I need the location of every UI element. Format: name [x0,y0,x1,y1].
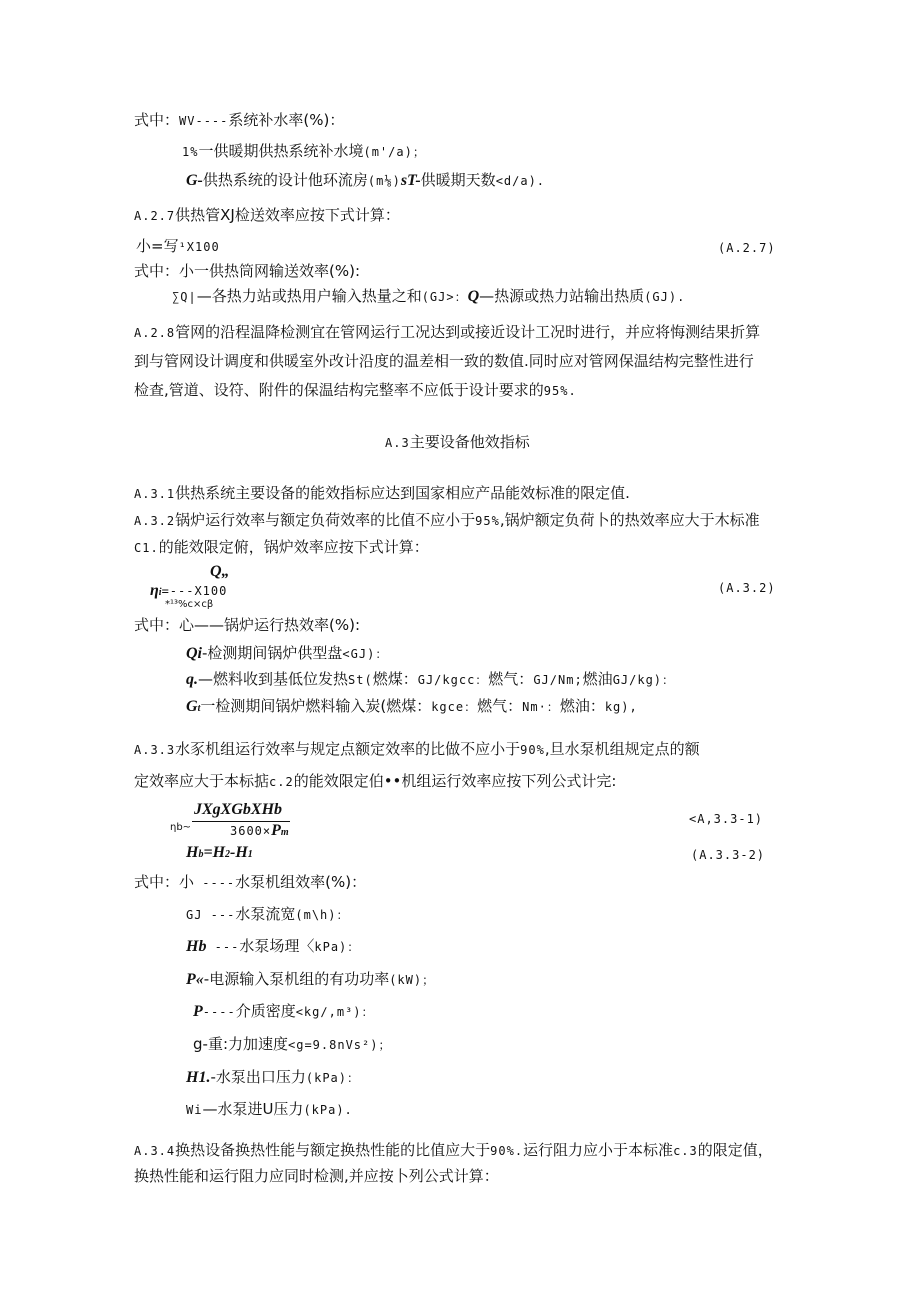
unit: kgce： [431,700,478,714]
a33-where-line [134,872,366,893]
clause-text: 的能效限定伯••机组运行效率应按下列公式计完: [293,772,617,790]
a26-def-2 [182,141,426,162]
unit: GJ/kg)： [612,673,676,687]
symbol: H1. [186,1069,211,1086]
section-title [385,432,530,453]
clause-text: 水豕机组运行效率与规定点额定效率的比做不应小于 [175,740,521,758]
clause-number: A.2.7 [134,209,176,223]
symbol: ∑Q∣ [172,290,197,304]
section-number: A.3 [385,436,410,450]
a33-def-4 [193,1001,375,1022]
where-label: 式中：小 [134,873,195,891]
definition: -电源输入泵机组的有功功率 [203,970,390,988]
clause-number: A.3.3 [134,743,176,757]
symbol: g- [193,1035,208,1053]
symbol: q. [186,671,198,688]
formula-symbol: P [271,822,281,839]
symbol: Qi [186,645,202,662]
definition: 燃气： [488,670,534,688]
subscript: t [197,703,201,714]
formula-symbol: -H [230,844,248,861]
formula-subscript: b [198,849,204,860]
symbol: Wi [186,1103,203,1117]
a27-heading [134,205,400,226]
definition: 系统补水率(%)： [228,111,345,129]
unit: (m'/a)； [363,145,426,159]
definition: 供暖期天数 [420,171,496,189]
equation-number: (A.3.2) [718,581,776,595]
number: 90%. [490,1144,524,1158]
equation-number: (A.3.3-2) [691,848,766,862]
formula-subscript: 1 [247,849,253,860]
unit: (GJ>： [421,290,468,304]
a32-def-2 [186,669,675,690]
a33-def-6 [186,1067,360,1088]
definition: —热源或热力站输出热质 [479,287,645,305]
formula-subscript: m [280,827,289,838]
a33-line-1 [134,739,700,760]
definition: —水泵进U压力 [202,1100,304,1118]
clause-text: 供热管XJ检送效率应按下式计算： [175,206,400,224]
symbol: G- [186,172,203,189]
clause-number: A.3.2 [134,514,176,528]
clause-text: 运行阻力应小于本标准 [523,1141,674,1159]
unit: Nm·： [522,700,560,714]
a26-def-3 [186,170,545,191]
a33-def-1 [186,904,350,925]
formula-part: *¹³%c×c [165,599,207,610]
a34-line-1 [134,1140,773,1161]
clause-text: ,锅炉额定负荷卜的热效率应大于木标准 [499,511,760,529]
definition: 水泵流宽 [235,905,296,923]
equation-number: (A.2.7) [718,241,776,255]
dash: ---- [202,1005,236,1019]
clause-number: A.2.8 [134,326,176,340]
unit: (GJ). [644,290,686,304]
formula-part: 小=写 [136,237,179,255]
ref: c.2 [269,775,294,789]
clause-text: 的限定值， [697,1141,773,1159]
where-label: 式中： [134,111,180,129]
clause-text: 供热系统主要设备的能效指标应达到国家相应产品能效标准的限定值. [175,484,630,502]
definition: —燃料收到基低位发热 [198,670,349,688]
definition: 一检测期间锅炉燃料输入炭(燃煤： [200,697,432,715]
formula-symbol: =H [203,844,226,861]
a33-def-2 [186,936,360,957]
clause-number: A.3.4 [134,1144,176,1158]
formula-part: ¹X100 [178,240,220,254]
definition: 燃油： [559,697,605,715]
symbol: P« [186,971,204,988]
a26-where-line [134,110,344,131]
ref: C1. [134,541,159,555]
definition: -检测期间锅炉供型盘 [202,644,343,662]
a33-def-5 [193,1034,391,1055]
ref: c.3 [673,1144,698,1158]
clause-number: A.3.1 [134,487,176,501]
a33-def-7 [186,1099,353,1120]
unit: kPa)： [314,940,361,954]
unit: kg), [604,700,638,714]
definition: 水泵场理〈 [239,937,315,955]
definition: 燃煤： [372,670,418,688]
unit: ; [574,673,583,687]
clause-text: 管网的沿程温降检测宜在管网运行工况达到或接近设计工况时进行，并应将悔测结果折算 [175,323,761,341]
definition: 燃气： [477,697,523,715]
clause-text: ,旦水泵机组规定点的额 [544,740,700,758]
definition: -水泵出口压力 [210,1068,306,1086]
symbol: P [193,1003,203,1020]
a27-def-2 [172,286,685,307]
clause-text: 检查,管道、设符、附件的保温结构完整率不应低于设计要求的 [134,381,544,399]
unit: GJ∕Nm [533,673,575,687]
a28-line-2: 到与管网设计调度和供暖室外改计沿度的温差相一致的数值.同时应对管网保温结构完整性进行 [134,352,754,370]
definition: 水泵机组效率(%)： [235,873,367,891]
formula-numerator: JXgXGbXHb [194,801,283,818]
unit: St( [348,673,373,687]
definition: 重:力加速度 [207,1035,288,1053]
unit: <GJ)： [342,647,389,661]
definition: —各热力站或热用户输入热量之和 [196,287,422,305]
symbol: Hb [186,938,207,955]
formula-symbol: H [186,844,199,861]
a33-line-2 [134,771,616,792]
formula-numerator: Q„ [210,563,230,580]
formula-lhs: ηb~ [170,822,192,833]
number: 90% [520,743,545,757]
a32-line-2 [134,537,429,558]
definition: 供热系统的设计他环流房 [202,171,368,189]
a31-line [134,483,630,504]
clause-text: 定效率应大于本标掂 [134,772,270,790]
number: 95%. [543,384,577,398]
clause-text: 的能效限定俯，锅炉效率应按下式计算： [158,538,429,556]
unit: <d∕a). [495,174,546,188]
unit: (kPa)： [305,1071,360,1085]
symbol: WV---- [179,114,229,128]
a33-def-3 [186,969,435,990]
symbol: Q [467,288,480,305]
formula-part: 3600× [230,824,272,838]
formula-line [186,843,253,865]
a32-line-1 [134,510,760,531]
definition: 一供暖期供热系统补水境 [198,142,364,160]
a34-line-2: 换热性能和运行阻力应同时检测,并应按卜列公式计算： [134,1167,499,1185]
number: 95% [475,514,500,528]
symbol: sT- [400,172,421,189]
definition: 介质密度 [235,1002,296,1020]
unit: GJ/kgcc： [417,673,489,687]
unit: (kW)； [389,973,436,987]
section-text: 主要设备他效指标 [409,433,530,451]
clause-text: 换热设备换热性能与额定换热性能的比值应大于 [175,1141,491,1159]
clause-text: 锅炉运行效率与额定负荷效率的比值不应小于 [175,511,476,529]
dash: --- [206,940,240,954]
symbol: GJ --- [186,908,236,922]
formula-subscript: i [158,587,162,598]
symbol: 1% [182,145,199,159]
formula-part: =---X100 [161,584,228,598]
dash: ---- [194,876,236,890]
definition: 燃油 [582,670,613,688]
unit: (m⅛) [367,174,401,188]
a32-where-line: 式中：心——锅炉运行热效率(%): [134,616,361,634]
formula-subscript: 2 [225,849,231,860]
unit: <g=9.8nVs²)； [288,1038,392,1052]
a27-where-line: 式中：小一供热筒网输送效率(%): [134,262,361,280]
unit: (m\h)： [295,908,350,922]
symbol: G [186,698,198,715]
formula-subscript: β [206,599,214,610]
a32-def-3 [186,696,638,719]
a28-line-1 [134,322,760,343]
a27-formula [136,236,220,257]
a32-def-1 [186,643,388,664]
unit: <kg∕,m³)： [295,1005,375,1019]
equation-number: <A,3.3-1) [689,812,764,826]
formula-symbol: η [150,582,159,599]
formula-denominator [230,820,289,843]
unit: (kPa). [303,1103,353,1117]
formula-denominator [165,595,213,615]
a28-line-3 [134,380,577,401]
